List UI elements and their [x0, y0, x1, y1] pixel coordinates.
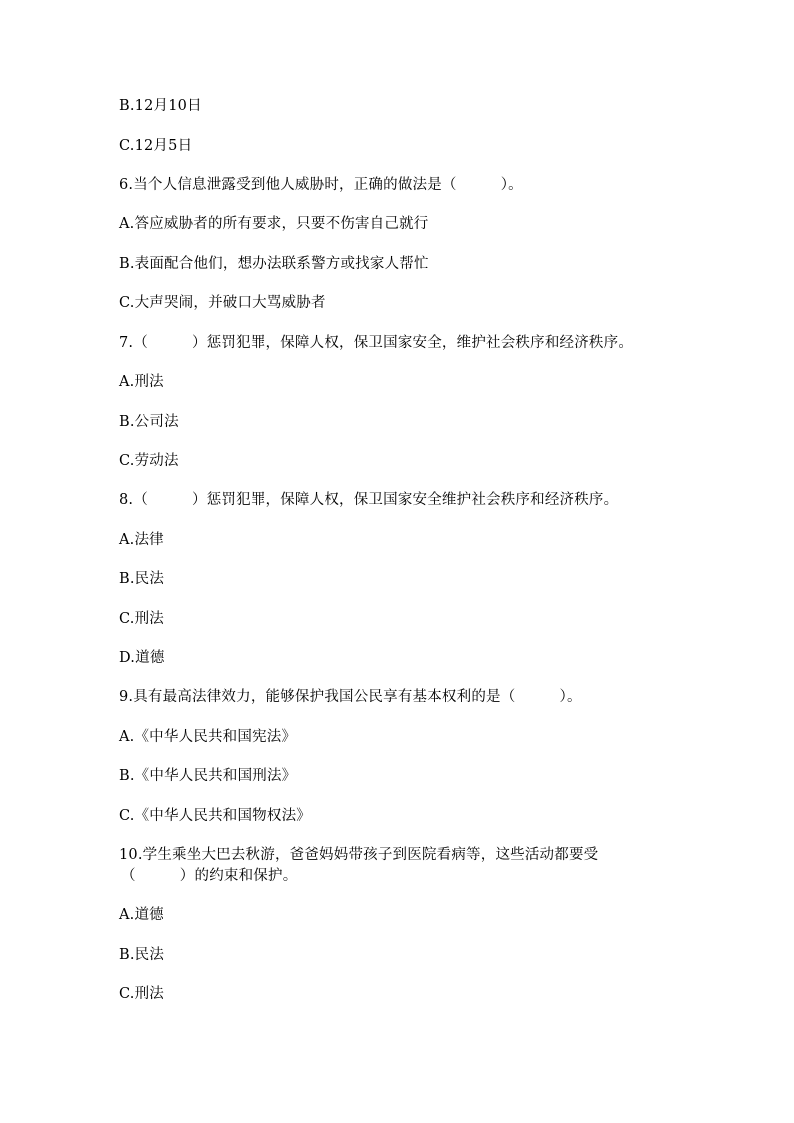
option-6c: C.大声哭闹，并破口大骂威胁者 [119, 295, 326, 311]
option-9b: B.《中华人民共和国刑法》 [119, 768, 297, 784]
option-7a: A.刑法 [119, 374, 164, 390]
option-10b: B.民法 [119, 947, 165, 963]
option-7c: C.劳动法 [119, 453, 179, 469]
question-10-continued: （ ）的约束和保护。 [121, 868, 298, 884]
option-10c: C.刑法 [119, 986, 164, 1002]
option-9a: A.《中华人民共和国宪法》 [119, 729, 297, 745]
option-5c: C.12月5日 [119, 138, 193, 154]
option-8b: B.民法 [119, 571, 165, 587]
option-9c: C.《中华人民共和国物权法》 [119, 808, 311, 824]
question-10: 10.学生乘坐大巴去秋游，爸爸妈妈带孩子到医院看病等，这些活动都要受 [119, 847, 599, 863]
question-9: 9.具有最高法律效力，能够保护我国公民享有基本权利的是（ ）。 [119, 689, 582, 705]
option-8a: A.法律 [119, 532, 164, 548]
option-10a: A.道德 [119, 907, 164, 923]
option-5b: B.12月10日 [119, 98, 202, 114]
question-6: 6.当个人信息泄露受到他人威胁时，正确的做法是（ ）。 [119, 177, 523, 193]
option-6b: B.表面配合他们，想办法联系警方或找家人帮忙 [119, 256, 429, 272]
option-8d: D.道德 [119, 650, 165, 666]
option-8c: C.刑法 [119, 611, 164, 627]
option-7b: B.公司法 [119, 414, 179, 430]
option-6a: A.答应威胁者的所有要求，只要不伤害自己就行 [119, 216, 429, 232]
question-8: 8.（ ）惩罚犯罪，保障人权，保卫国家安全维护社会秩序和经济秩序。 [119, 492, 619, 508]
question-7: 7.（ ）惩罚犯罪，保障人权，保卫国家安全，维护社会秩序和经济秩序。 [119, 335, 634, 351]
